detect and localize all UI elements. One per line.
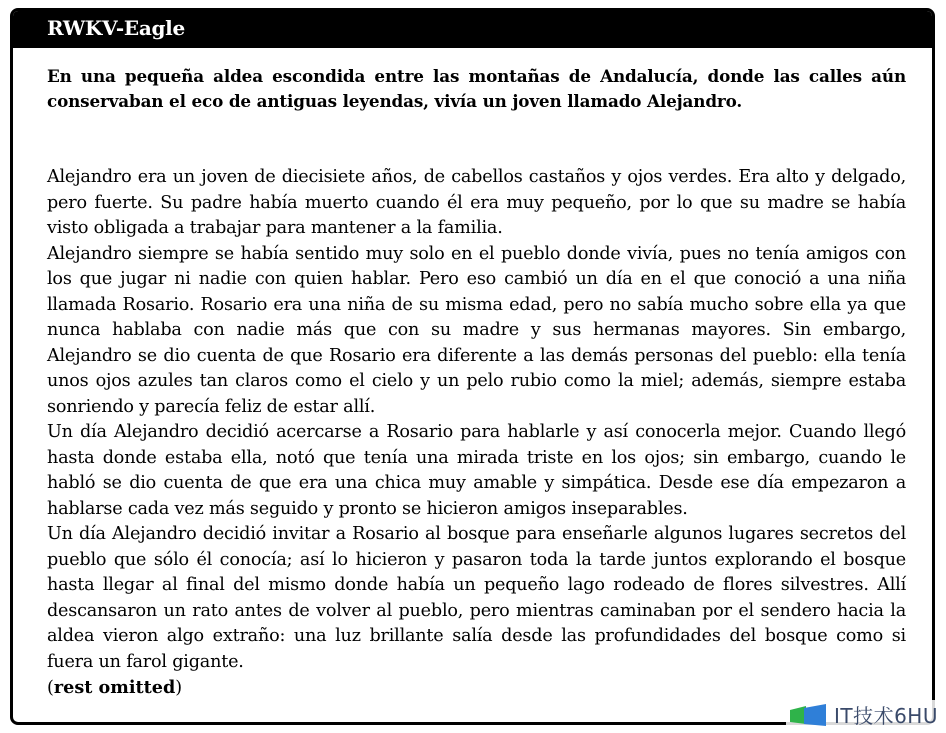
paragraph-2: Alejandro siempre se había sentido muy solo en el pueblo donde vivía, pues no tenía amigos con los que jugar ni nadie con quien hablar. Pero eso cambió un día en el que conoció a una niña llamada Rosario. Rosario era una niña de su misma edad, pero no sabía mucho sobre ella ya que nunca hablaba con nadie más que con su madre y sus hermanas mayores. Sin embargo, Alejandro se dio cuenta de que Rosario era diferente a las demás personas del pueblo: ella tenía unos ojos azules tan claros como el cielo y un pelo rubio como la miel; además, siempre estaba sonriendo y parecía feliz de estar allí. [47,243,906,417]
logo-green-panel [790,706,806,724]
watermark [786,700,940,729]
watermark-logo-icon [788,702,828,728]
prompt-text: En una pequeña aldea escondida entre las montañas de Andalucía, donde las calles aún conservaban el eco de antiguas leyendas, vivía un joven llamado Alejandro. [47,66,906,111]
logo-blue-panel [804,704,826,726]
rest-omitted-note [47,675,906,702]
watermark-logo-svg [788,702,828,728]
watermark-text: IT技术6HU [833,704,938,728]
card-header [13,11,932,48]
card-body [13,48,932,702]
paragraph-1: Alejandro era un joven de diecisiete años, de cabellos castaños y ojos verdes. Era alto y delgado, pero fuerte. Su padre había muerto cuando él era muy pequeño, por lo que su madre se había visto obligada a trabajar para mantener a la familia. [47,167,906,238]
model-title: RWKV-Eagle [47,16,185,40]
rest-open-paren: ( [47,678,54,698]
rest-close-paren: ) [175,678,183,698]
rest-omitted-label: rest omitted [53,677,176,698]
response-card [10,8,935,725]
paragraph-3: Un día Alejandro decidió acercarse a Rosario para hablarle y así conocerla mejor. Cuando llegó hasta donde estaba ella, notó que tenía una mirada triste en los ojos; sin embargo, cuando le habló se dio cuenta de que era una chica muy amable y simpática. Desde ese día empezaron a hablarse cada vez más seguido y pronto se hicieron amigos inseparables. [47,422,906,519]
paragraph-4: Un día Alejandro decidió invitar a Rosario al bosque para enseñarle algunos lugares secretos del pueblo que sólo él conocía; así lo hicieron y pasaron toda la tarde juntos explorando el bosque hasta llegar al final del mismo donde había un pequeño lago rodeado de flores silvestres. Allí descansaron un rato antes de volver al pueblo, pero mientras caminaban por el sendero hacia la aldea vieron algo extraño: una luz brillante salía desde las profundidades del bosque como si fuera un farol gigante. [47,524,906,672]
